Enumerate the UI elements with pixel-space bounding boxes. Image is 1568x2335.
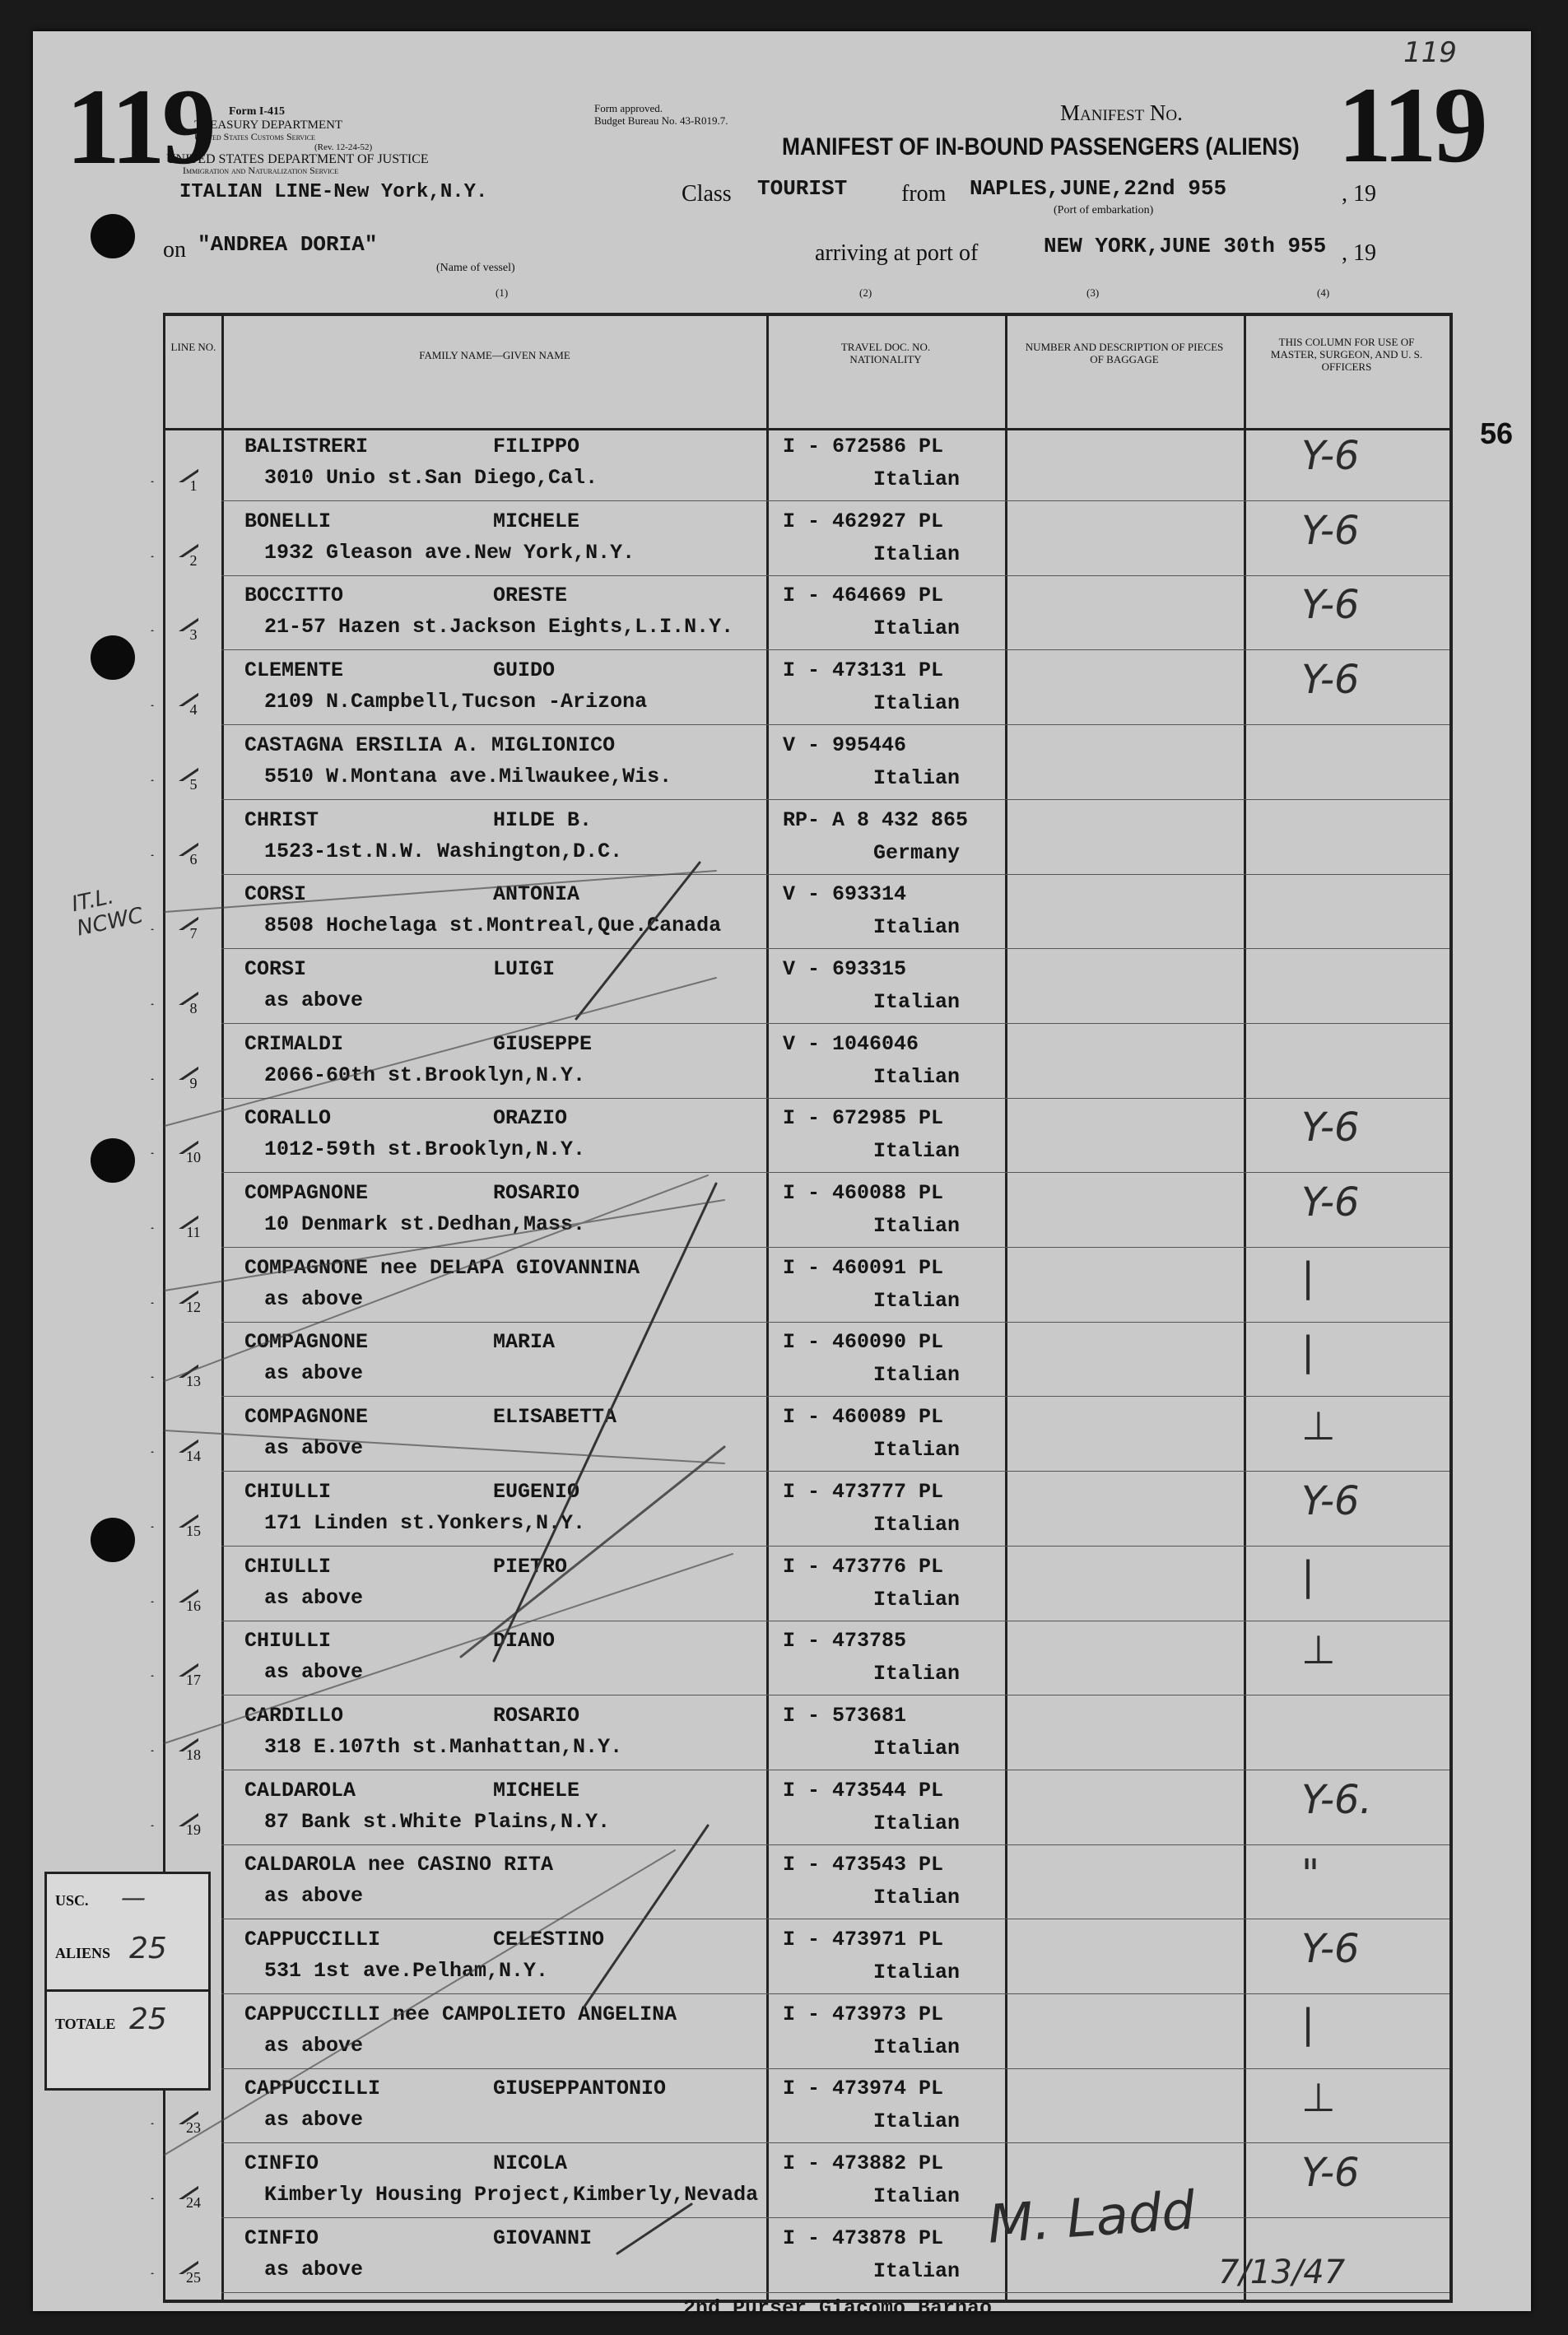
row-line-number: 5 (189, 775, 198, 793)
tick-mark-icon (149, 524, 198, 557)
row-given-name: GIUSEPPANTONIO (493, 2077, 667, 2101)
row-line-number: 24 (186, 2194, 201, 2212)
year-label-2: , 19 (1342, 240, 1376, 266)
vessel-value: "ANDREA DORIA" (198, 232, 378, 257)
row-family-name: BALISTRERI (244, 435, 369, 458)
from-value: NAPLES,JUNE,22nd 955 (970, 176, 1227, 201)
row-nationality: Italian (873, 1961, 961, 1984)
row-line-number: 14 (186, 1448, 201, 1465)
row-line-number: 6 (189, 850, 198, 867)
row-officer-mark: " (1301, 1851, 1320, 1898)
row-travel-doc: I - 473544 PL (783, 1778, 944, 1802)
row-travel-doc: I - 464669 PL (783, 584, 944, 608)
tick-mark-icon (149, 1644, 198, 1677)
class-value: TOURIST (757, 176, 848, 201)
row-family-name: BOCCITTO (244, 584, 344, 608)
table-row (165, 503, 1449, 577)
row-address: as above (264, 2108, 364, 2133)
row-family-name: CRIMALDI (244, 1031, 344, 1056)
table-header (165, 316, 1449, 430)
table-row (165, 1323, 1449, 1398)
row-family-name: CALDAROLA nee CASINO RITA (244, 1853, 554, 1877)
row-nationality: Italian (873, 1438, 961, 1463)
table-row (165, 802, 1449, 876)
row-given-name: ANTONIA (493, 882, 580, 907)
row-travel-doc: I - 460090 PL (783, 1330, 944, 1355)
alien-count-stamp (44, 1872, 211, 2091)
header-name: FAMILY NAME—GIVEN NAME (419, 349, 570, 361)
row-address: Kimberly Housing Project,Kimberly,Nevada (264, 2183, 759, 2207)
row-address: 531 1st ave.Pelham,N.Y. (264, 1959, 549, 1983)
row-line-number: 18 (186, 1746, 201, 1763)
binder-hole (91, 1138, 135, 1183)
ins-service: Immigration and Naturalization Service (183, 165, 339, 176)
table-row (165, 1026, 1449, 1100)
row-line-number: 3 (189, 626, 198, 644)
row-given-name: ROSARIO (493, 1703, 580, 1728)
tick-mark-icon (149, 1345, 198, 1378)
row-nationality: Italian (873, 2184, 961, 2209)
table-row (165, 876, 1449, 950)
row-family-name: CINFIO (244, 2226, 319, 2250)
tick-mark-icon (149, 1271, 198, 1304)
table-row (165, 2070, 1449, 2144)
row-address: 21-57 Hazen st.Jackson Eights,L.I.N.Y. (264, 615, 734, 640)
class-label: Class (682, 181, 732, 207)
row-officer-mark: Y-6 (1301, 582, 1360, 629)
row-travel-doc: RP- A 8 432 865 (783, 807, 969, 832)
row-officer-mark: Y-6 (1301, 1477, 1360, 1524)
row-travel-doc: I - 460091 PL (783, 1255, 944, 1280)
row-officer-mark: Y-6 (1301, 657, 1360, 704)
row-travel-doc: V - 693314 (783, 882, 907, 907)
col4-label: (4) (1317, 286, 1330, 299)
row-address: as above (264, 1361, 364, 1386)
row-address: as above (264, 1660, 364, 1685)
row-line-number: 16 (186, 1597, 201, 1614)
row-nationality: Italian (873, 2258, 961, 2283)
row-nationality: Italian (873, 1662, 961, 1686)
row-line-number: 9 (189, 1074, 198, 1091)
table-row (165, 727, 1449, 801)
table-row (165, 1846, 1449, 1920)
row-travel-doc: I - 460088 PL (783, 1181, 944, 1205)
row-family-name: CHIULLI (244, 1479, 332, 1504)
row-line-number: 15 (186, 1522, 201, 1539)
row-officer-mark: Y-6 (1301, 1105, 1360, 1151)
officer-signature: M. Ladd (985, 2180, 1198, 2256)
form-id: Form I-415 (229, 105, 286, 118)
row-address: 87 Bank st.White Plains,N.Y. (264, 1809, 611, 1834)
row-officer-mark: Y-6 (1301, 1179, 1360, 1226)
row-family-name: COMPAGNONE (244, 1405, 369, 1430)
row-family-name: CINFIO (244, 2151, 319, 2176)
table-row (165, 652, 1449, 726)
row-officer-mark: Y-6 (1301, 433, 1360, 479)
row-family-name: CHIULLI (244, 1629, 332, 1654)
row-travel-doc: I - 473131 PL (783, 658, 944, 683)
row-family-name: CLEMENTE (244, 658, 344, 683)
row-travel-doc: I - 473971 PL (783, 1928, 944, 1951)
row-address: 8508 Hochelaga st.Montreal,Que.Canada (264, 914, 722, 938)
row-travel-doc: I - 573681 (783, 1703, 907, 1728)
row-travel-doc: V - 1046046 (783, 1031, 919, 1056)
row-nationality: Italian (873, 616, 961, 641)
col1-label: (1) (496, 286, 509, 299)
tick-mark-icon (149, 1047, 198, 1080)
side-note: IT.L. NCWC (69, 884, 146, 942)
row-travel-doc: I - 473882 PL (783, 2151, 944, 2176)
row-nationality: Italian (873, 1139, 961, 1164)
page-number-left: 119 (66, 66, 213, 187)
row-line-number: 17 (186, 1672, 201, 1689)
row-nationality: Italian (873, 1736, 961, 1761)
line-company: ITALIAN LINE-New York,N.Y. (179, 181, 488, 203)
row-family-name: COMPAGNONE (244, 1330, 369, 1355)
row-officer-mark: | (1301, 1328, 1315, 1375)
row-address: 1523-1st.N.W. Washington,D.C. (264, 839, 623, 863)
row-nationality: Italian (873, 1587, 961, 1612)
vessel-label: (Name of vessel) (436, 262, 515, 274)
handwritten-page-number: 119 (1403, 36, 1457, 69)
row-nationality: Italian (873, 765, 961, 790)
tick-mark-icon (149, 823, 198, 856)
tick-mark-icon (149, 1196, 198, 1229)
table-row (165, 1100, 1449, 1174)
row-nationality: Italian (873, 542, 961, 566)
row-family-name: CORALLO (244, 1106, 332, 1131)
year-label-1: , 19 (1342, 181, 1376, 207)
row-given-name: EUGENIO (493, 1479, 580, 1504)
row-officer-mark: | (1301, 1552, 1315, 1599)
row-address: 318 E.107th st.Manhattan,N.Y. (264, 1734, 623, 1759)
row-address: as above (264, 988, 364, 1012)
customs-service: United States Customs Service (194, 131, 315, 142)
row-officer-mark: | (1301, 2000, 1315, 2047)
table-row (165, 1622, 1449, 1696)
row-line-number: 8 (189, 999, 198, 1016)
purser-signature-line: 2nd Purser Giacomo Barnao (683, 2296, 993, 2320)
row-address: 1932 Gleason ave.New York,N.Y. (264, 540, 635, 565)
row-given-name: ORESTE (493, 584, 568, 608)
row-given-name: GIOVANNI (493, 2226, 593, 2250)
row-address: as above (264, 1585, 364, 1610)
stamp-aliens-value: 25 (129, 1932, 167, 1965)
row-address: as above (264, 2033, 364, 2058)
row-address: 171 Linden st.Yonkers,N.Y. (264, 1510, 586, 1535)
row-address: 10 Denmark st.Dedhan,Mass. (264, 1212, 586, 1236)
tick-mark-icon (149, 1793, 198, 1826)
row-line-number: 25 (186, 2268, 201, 2286)
stamp-totale-value: 25 (129, 2002, 167, 2036)
table-row (165, 1473, 1449, 1547)
row-address: as above (264, 1436, 364, 1461)
row-travel-doc: I - 473878 PL (783, 2226, 944, 2250)
row-travel-doc: I - 473974 PL (783, 2077, 944, 2101)
row-nationality: Italian (873, 1288, 961, 1313)
row-nationality: Italian (873, 691, 961, 716)
binder-hole (91, 214, 135, 258)
on-label: on (163, 237, 186, 263)
tick-mark-icon (149, 1420, 198, 1453)
form-approved: Form approved. (594, 102, 663, 114)
row-family-name: BONELLI (244, 509, 332, 533)
row-given-name: MARIA (493, 1330, 556, 1355)
row-family-name: CAPPUCCILLI (244, 2077, 381, 2101)
row-family-name: CHRIST (244, 807, 319, 832)
row-line-number: 1 (189, 477, 198, 494)
row-officer-mark: ⊥ (1301, 1403, 1336, 1450)
manifest-title: MANIFEST OF IN-BOUND PASSENGERS (ALIENS) (782, 133, 1300, 160)
budget-bureau: Budget Bureau No. 43-R019.7. (594, 114, 728, 127)
row-family-name: CAPPUCCILLI nee CAMPOLIETO ANGELINA (244, 2002, 677, 2026)
binder-hole (91, 635, 135, 680)
row-nationality: Italian (873, 1363, 961, 1388)
passenger-table (163, 313, 1453, 2303)
row-officer-mark: Y-6 (1301, 2150, 1360, 2197)
tick-mark-icon (149, 1719, 198, 1751)
binder-hole (91, 1518, 135, 1562)
row-given-name: MICHELE (493, 509, 580, 533)
tick-mark-icon (149, 1121, 198, 1154)
manifest-sheet (33, 31, 1531, 2320)
row-address: 2066-60th st.Brooklyn,N.Y. (264, 1063, 586, 1087)
tick-mark-icon (149, 2091, 198, 2124)
row-travel-doc: I - 462927 PL (783, 509, 944, 533)
page-number-right: 119 (1338, 64, 1485, 185)
row-nationality: Italian (873, 989, 961, 1014)
row-officer-mark: Y-6. (1301, 1776, 1372, 1823)
tick-mark-icon (149, 449, 198, 482)
table-row (165, 1697, 1449, 1771)
row-travel-doc: I - 672586 PL (783, 435, 944, 458)
stamp-aliens-label: ALIENS (55, 1945, 111, 1961)
row-line-number: 23 (186, 2119, 201, 2137)
tick-mark-icon (149, 1495, 198, 1528)
tick-mark-icon (149, 673, 198, 706)
treasury-dept: TREASURY DEPARTMENT (194, 119, 343, 132)
header-baggage: NUMBER AND DESCRIPTION OF PIECES OF BAGGAGE (1025, 341, 1224, 365)
table-row (165, 1921, 1449, 1995)
row-nationality: Italian (873, 1064, 961, 1089)
arriving-label: arriving at port of (815, 240, 979, 266)
stamp-usc-label: USC. (55, 1892, 89, 1909)
row-given-name: LUIGI (493, 956, 556, 981)
table-row (165, 1548, 1449, 1622)
row-given-name: HILDE B. (493, 807, 593, 832)
row-travel-doc: I - 672985 PL (783, 1106, 944, 1131)
row-address: 2109 N.Campbell,Tucson -Arizona (264, 690, 648, 714)
row-officer-mark: | (1301, 1254, 1315, 1300)
table-row (165, 1996, 1449, 2070)
row-line-number: 2 (189, 551, 198, 569)
tick-mark-icon (149, 748, 198, 781)
row-officer-mark: ⊥ (1301, 1627, 1336, 1674)
row-family-name: CORSI (244, 882, 307, 907)
row-given-name: GIUSEPPE (493, 1031, 593, 1056)
row-officer-mark: Y-6 (1301, 507, 1360, 554)
row-nationality: Italian (873, 1512, 961, 1537)
col2-label: (2) (859, 286, 872, 299)
row-family-name: COMPAGNONE nee DELAPA GIOVANNINA (244, 1255, 640, 1280)
row-family-name: CARDILLO (244, 1703, 344, 1728)
table-row (165, 951, 1449, 1025)
row-travel-doc: I - 473776 PL (783, 1554, 944, 1579)
row-nationality: Italian (873, 2109, 961, 2134)
table-row (165, 1249, 1449, 1323)
row-nationality: Italian (873, 915, 961, 940)
from-label: from (901, 181, 947, 207)
row-family-name: CALDAROLA (244, 1778, 356, 1802)
row-nationality: Italian (873, 1214, 961, 1238)
row-address: 1012-59th st.Brooklyn,N.Y. (264, 1137, 586, 1162)
table-row (165, 2145, 1449, 2219)
row-address: as above (264, 2257, 364, 2282)
row-line-number: 19 (186, 1821, 201, 1838)
row-travel-doc: I - 473973 PL (783, 2002, 944, 2026)
justice-dept: UNITED STATES DEPARTMENT OF JUSTICE (166, 152, 429, 166)
row-travel-doc: I - 460089 PL (783, 1405, 944, 1430)
header-officers: THIS COLUMN FOR USE OF MASTER, SURGEON, AND U. S. OFFICERS (1270, 336, 1423, 373)
side-number: 56 (1480, 416, 1514, 450)
row-family-name: CASTAGNA ERSILIA A. MIGLIONICO (244, 733, 616, 757)
header-line-no: LINE NO. (170, 341, 216, 353)
row-family-name: CHIULLI (244, 1554, 332, 1579)
row-nationality: Germany (873, 840, 961, 865)
row-given-name: DIANO (493, 1629, 556, 1654)
stamp-totale-label: TOTALE (55, 2016, 116, 2032)
row-line-number: 13 (186, 1373, 201, 1390)
row-nationality: Italian (873, 1811, 961, 1835)
tick-mark-icon (149, 897, 198, 930)
row-given-name: NICOLA (493, 2151, 568, 2176)
row-officer-mark: Y-6 (1301, 1926, 1360, 1972)
arriving-value: NEW YORK,JUNE 30th 955 (1044, 234, 1327, 258)
row-line-number: 7 (189, 925, 198, 942)
row-line-number: 10 (186, 1149, 201, 1166)
row-travel-doc: I - 473543 PL (783, 1853, 944, 1877)
row-given-name: PIETRO (493, 1554, 568, 1579)
row-travel-doc: I - 473777 PL (783, 1479, 944, 1504)
row-line-number: 11 (186, 1224, 201, 1240)
row-nationality: Italian (873, 467, 961, 491)
table-row (165, 577, 1449, 651)
row-family-name: CAPPUCCILLI (244, 1928, 381, 1951)
row-nationality: Italian (873, 2035, 961, 2059)
signature-date: 7/13/47 (1218, 2254, 1346, 2291)
row-travel-doc: I - 473785 (783, 1629, 907, 1654)
stamp-usc-value: — (121, 1884, 146, 1913)
row-line-number: 4 (189, 701, 198, 719)
row-family-name: CORSI (244, 956, 307, 981)
header-travel-doc: TRAVEL DOC. NO. NATIONALITY (840, 341, 931, 365)
row-given-name: GUIDO (493, 658, 556, 683)
row-address: 3010 Unio st.San Diego,Cal. (264, 466, 598, 490)
row-address: 5510 W.Montana ave.Milwaukee,Wis. (264, 764, 672, 788)
row-given-name: MICHELE (493, 1778, 580, 1802)
port-embark-label: (Port of embarkation) (1054, 204, 1154, 216)
row-line-number: 12 (186, 1298, 201, 1315)
row-given-name: CELESTINO (493, 1928, 605, 1951)
tick-mark-icon (149, 2241, 198, 2274)
revision: (Rev. 12-24-52) (314, 142, 373, 152)
row-given-name: FILIPPO (493, 435, 580, 458)
table-row (165, 1772, 1449, 1846)
table-row (165, 428, 1449, 502)
row-travel-doc: V - 693315 (783, 956, 907, 981)
tick-mark-icon (149, 598, 198, 631)
row-given-name: ROSARIO (493, 1181, 580, 1205)
col3-label: (3) (1086, 286, 1100, 299)
table-row (165, 1398, 1449, 1472)
table-row (165, 1174, 1449, 1249)
tick-mark-icon (149, 972, 198, 1005)
tick-mark-icon (149, 1570, 198, 1602)
row-family-name: COMPAGNONE (244, 1181, 369, 1205)
row-officer-mark: ⊥ (1301, 2075, 1336, 2122)
row-nationality: Italian (873, 1886, 961, 1910)
row-address: as above (264, 1884, 364, 1909)
row-given-name: ELISABETTA (493, 1405, 617, 1430)
manifest-no-label: Manifest No. (1060, 100, 1183, 125)
row-given-name: ORAZIO (493, 1106, 568, 1131)
row-address: as above (264, 1286, 364, 1311)
row-travel-doc: V - 995446 (783, 733, 907, 757)
tick-mark-icon (149, 2166, 198, 2199)
